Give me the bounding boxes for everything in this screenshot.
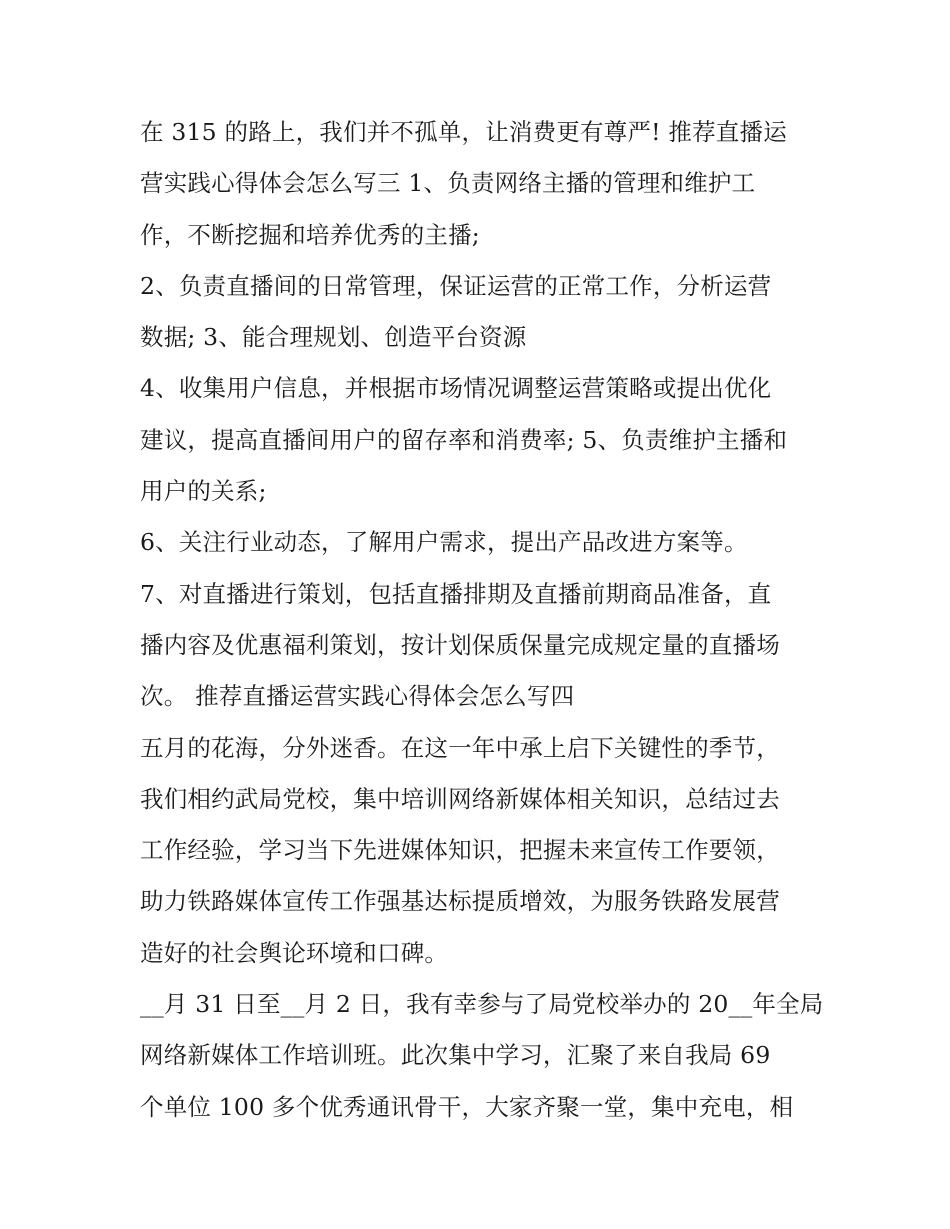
text-line: __月 31 日至__月 2 日，我有幸参与了局党校举办的 20__年全局 (140, 990, 824, 1019)
text-line: 造好的社会舆论环境和口碑。 (140, 938, 449, 967)
text-line: 作，不断挖掘和培养优秀的主播; (140, 220, 480, 249)
text-line: 在 315 的路上，我们并不孤单，让消费更有尊严! 推荐直播运 (140, 118, 787, 146)
text-line: 次。 推荐直播运营实践心得体会怎么写四 (140, 682, 575, 711)
text-line: 工作经验，学习当下先进媒体知识，把握未来宣传工作要领， (140, 836, 780, 865)
text-line: 7、对直播进行策划，包括直播排期及直播前期商品准备，直 (140, 579, 772, 608)
text-line: 建议，提高直播间用户的留存率和消费率; 5、负责维护主播和 (140, 425, 788, 454)
text-line: 播内容及优惠福利策划，按计划保质保量完成规定量的直播场 (140, 630, 780, 659)
text-line: 五月的花海，分外迷香。在这一年中承上启下关键性的季节， (140, 733, 780, 762)
text-line: 营实践心得体会怎么写三 1、负责网络主播的管理和维护工 (140, 169, 756, 198)
text-line: 4、收集用户信息，并根据市场情况调整运营策略或提出优化 (140, 374, 772, 403)
text-line: 网络新媒体工作培训班。此次集中学习，汇聚了来自我局 69 (140, 1041, 771, 1070)
text-line: 数据; 3、能合理规划、创造平台资源 (140, 323, 527, 352)
text-line: 我们相约武局党校，集中培训网络新媒体相关知识，总结过去 (140, 784, 780, 813)
document-body (140, 107, 824, 1133)
text-line: 6、关注行业动态，了解用户需求，提出产品改进方案等。 (140, 528, 748, 557)
text-line: 个单位 100 多个优秀通讯骨干，大家齐聚一堂，集中充电，相 (140, 1092, 794, 1121)
text-line: 助力铁路媒体宣传工作强基达标提质增效，为服务铁路发展营 (140, 887, 780, 916)
text-line: 用户的关系; (140, 477, 267, 506)
text-line: 2、负责直播间的日常管理，保证运营的正常工作，分析运营 (140, 271, 772, 300)
